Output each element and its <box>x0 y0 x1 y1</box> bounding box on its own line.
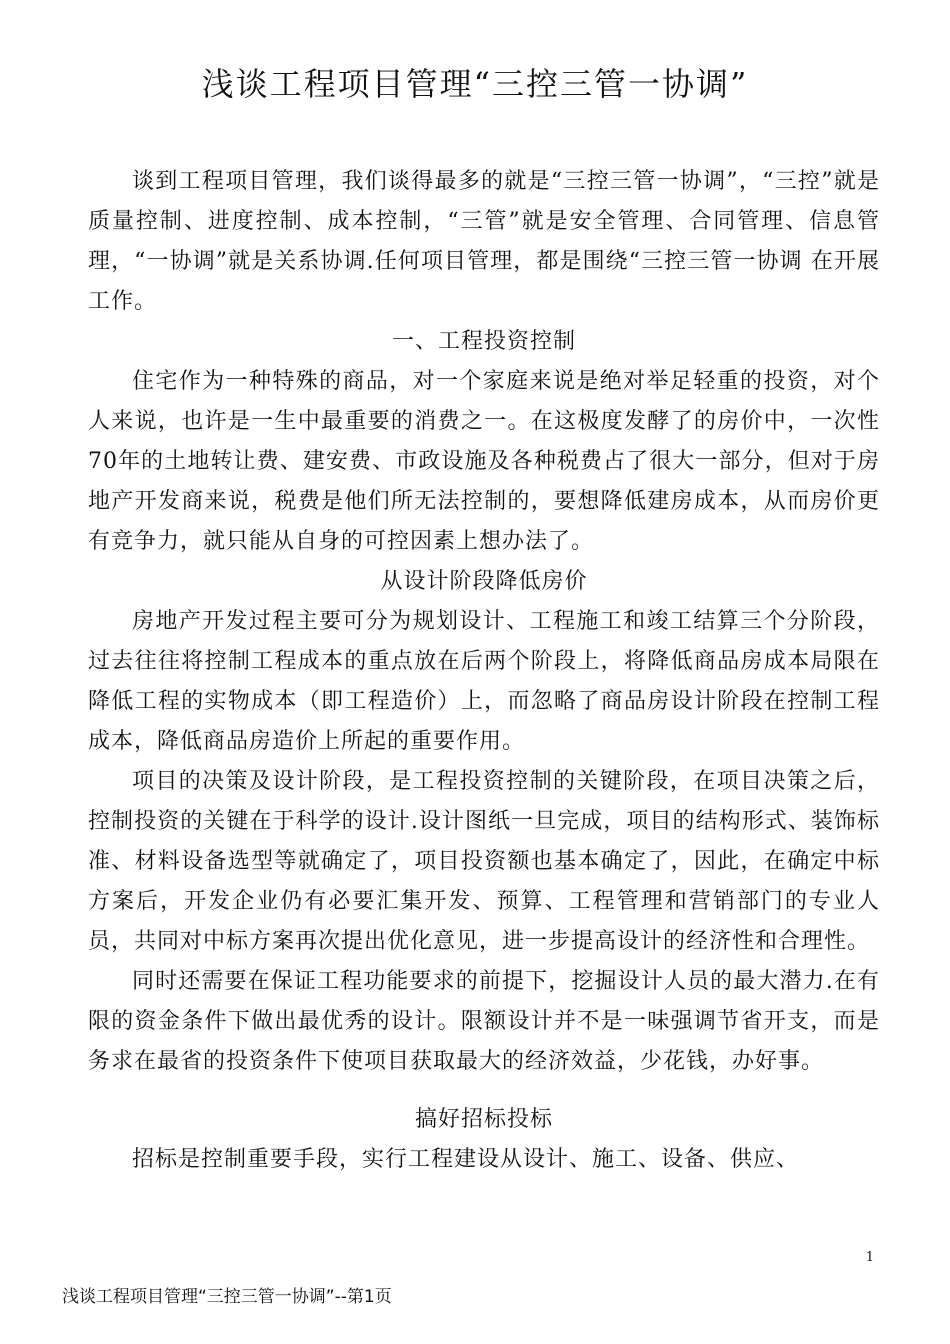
section-heading-investment-control: 一、工程投资控制 <box>391 329 576 354</box>
paragraph-bidding: 招标是控制重要手段，实行工程建设从设计、施工、设备、供应、 <box>132 1147 800 1172</box>
paragraph-development-stages: 房地产开发过程主要可分为规划设计、工程施工和竣工结算三个分阶段，过去往往将控制工程成本的重点放在后两个阶段上，将降低商品房成本局限在降低工程的实物成本（即工程造价）上，而忽略了商品房设计阶段在控制工程成本，降低商品房造价上所起的重要作用。 <box>88 609 880 754</box>
subsection-heading-bidding: 搞好招标投标 <box>414 1107 553 1132</box>
page-number: 1 <box>865 1250 874 1265</box>
paragraph-housing-cost: 住宅作为一种特殊的商品，对一个家庭来说是绝对举足轻重的投资，对个人来说，也许是一生中最重要的消费之一。在这极度发酵了的房价中，一次性70年的土地转让费、建安费、市政设施及各种税费占了很大一部分，但对于房地产开发商来说，税费是他们所无法控制的，要想降低建房成本，从而房价更有竞争力，就只能从自身的可控因素上想办法了。 <box>88 369 880 554</box>
subsection-heading-design-stage: 从设计阶段降低房价 <box>380 569 588 594</box>
page-footer: 浅谈工程项目管理“三控三管一协调”--第1页 <box>62 1287 392 1307</box>
paragraph-spacer <box>88 1082 880 1100</box>
document-body <box>88 162 880 1180</box>
document-title: 浅谈工程项目管理“三控三管一协调” <box>201 65 749 103</box>
paragraph-limit-design: 同时还需要在保证工程功能要求的前提下，挖掘设计人员的最大潜力.在有限的资金条件下做出最优秀的设计。限额设计并不是一味强调节省开支，而是务求在最省的投资条件下使项目获取最大的经济效益，少花钱，办好事。 <box>88 969 880 1074</box>
paragraph-decision-design: 项目的决策及设计阶段，是工程投资控制的关键阶段，在项目决策之后，控制投资的关键在于科学的设计.设计图纸一旦完成，项目的结构形式、装饰标准、材料设备选型等就确定了，项目投资额也基本确定了，因此，在确定中标方案后，开发企业仍有必要汇集开发、预算、工程管理和营销部门的专业人员，共同对中标方案再次提出优化意见，进一步提高设计的经济性和合理性。 <box>88 769 880 954</box>
paragraph-intro: 谈到工程项目管理，我们谈得最多的就是“三控三管一协调”，“三控”就是质量控制、进度控制、成本控制，“三管”就是安全管理、合同管理、信息管理，“一协调”就是关系协调.任何项目管理，都是围绕“三控三管一协调 在开展工作。 <box>88 169 880 314</box>
